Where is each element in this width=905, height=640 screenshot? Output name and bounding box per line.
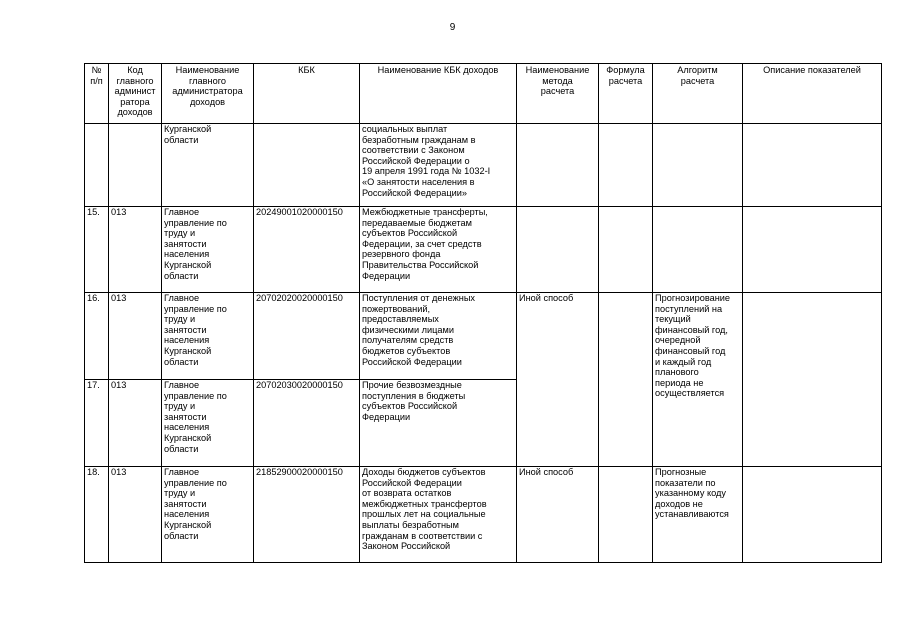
header-kbk-name: Наименование КБК доходов <box>360 64 517 124</box>
cell-code: 013 <box>109 380 162 467</box>
cell-admin: Главное управление по труду и занятости населения Курганской области <box>162 467 254 563</box>
cell-kbk: 20249001020000150 <box>254 207 360 293</box>
cell-kbk-name: социальных выплат безработным гражданам в соответствии с Законом Российской Федерации о 19 апреля 1991 года № 1032-I «О занятости населения в Российской Федерации» <box>360 124 517 207</box>
cell-algorithm <box>653 124 743 207</box>
cell-method <box>517 124 599 207</box>
cell-formula <box>599 207 653 293</box>
cell-code: 013 <box>109 467 162 563</box>
header-algorithm: Алгоритм расчета <box>653 64 743 124</box>
cell-num <box>85 124 109 207</box>
page-number: 9 <box>449 22 456 33</box>
cell-admin: Главное управление по труду и занятости населения Курганской области <box>162 380 254 467</box>
cell-description <box>743 467 882 563</box>
cell-kbk-name: Прочие безвозмездные поступления в бюджеты субъектов Российской Федерации <box>360 380 517 467</box>
header-admin-code: Код главного админист ратора доходов <box>109 64 162 124</box>
header-method: Наименование метода расчета <box>517 64 599 124</box>
cell-description <box>743 207 882 293</box>
cell-admin: Курганской области <box>162 124 254 207</box>
cell-algorithm: Прогнозные показатели по указанному коду доходов не устанавливаются <box>653 467 743 563</box>
cell-num: 18. <box>85 467 109 563</box>
cell-formula <box>599 467 653 563</box>
cell-method <box>517 207 599 293</box>
table-row <box>85 467 882 563</box>
cell-formula <box>599 293 653 467</box>
cell-kbk <box>254 124 360 207</box>
cell-description <box>743 124 882 207</box>
table-header-row <box>85 64 882 124</box>
cell-code: 013 <box>109 293 162 380</box>
cell-num: 15. <box>85 207 109 293</box>
cell-kbk-name: Доходы бюджетов субъектов Российской Федерации от возврата остатков межбюджетных трансфертов прошлых лет на социальные выплаты безработным гражданам в соответствии с Законом Российской <box>360 467 517 563</box>
cell-kbk: 20702020020000150 <box>254 293 360 380</box>
cell-code <box>109 124 162 207</box>
revenue-forecast-table <box>84 63 882 563</box>
table-row-continuation <box>85 124 882 207</box>
header-formula: Формула расчета <box>599 64 653 124</box>
cell-admin: Главное управление по труду и занятости населения Курганской области <box>162 207 254 293</box>
table-row <box>85 293 882 380</box>
cell-kbk-name: Межбюджетные трансферты, передаваемые бюджетам субъектов Российской Федерации, за счет средств резервного фонда Правительства Российской Федерации <box>360 207 517 293</box>
table-row <box>85 207 882 293</box>
cell-num: 17. <box>85 380 109 467</box>
cell-num: 16. <box>85 293 109 380</box>
cell-algorithm: Прогнозирование поступлений на текущий финансовый год, очередной финансовый год и каждый год планового периода не осуществляется <box>653 293 743 467</box>
header-num: № п/п <box>85 64 109 124</box>
cell-description <box>743 293 882 467</box>
header-admin-name: Наименование главного администратора доходов <box>162 64 254 124</box>
header-description: Описание показателей <box>743 64 882 124</box>
cell-algorithm <box>653 207 743 293</box>
cell-kbk: 21852900020000150 <box>254 467 360 563</box>
cell-formula <box>599 124 653 207</box>
cell-method: Иной способ <box>517 293 599 467</box>
cell-kbk-name: Поступления от денежных пожертвований, предоставляемых физическими лицами получателям средств бюджетов субъектов Российской Федерации <box>360 293 517 380</box>
cell-kbk: 20702030020000150 <box>254 380 360 467</box>
cell-code: 013 <box>109 207 162 293</box>
cell-admin: Главное управление по труду и занятости населения Курганской области <box>162 293 254 380</box>
cell-method: Иной способ <box>517 467 599 563</box>
header-kbk: КБК <box>254 64 360 124</box>
